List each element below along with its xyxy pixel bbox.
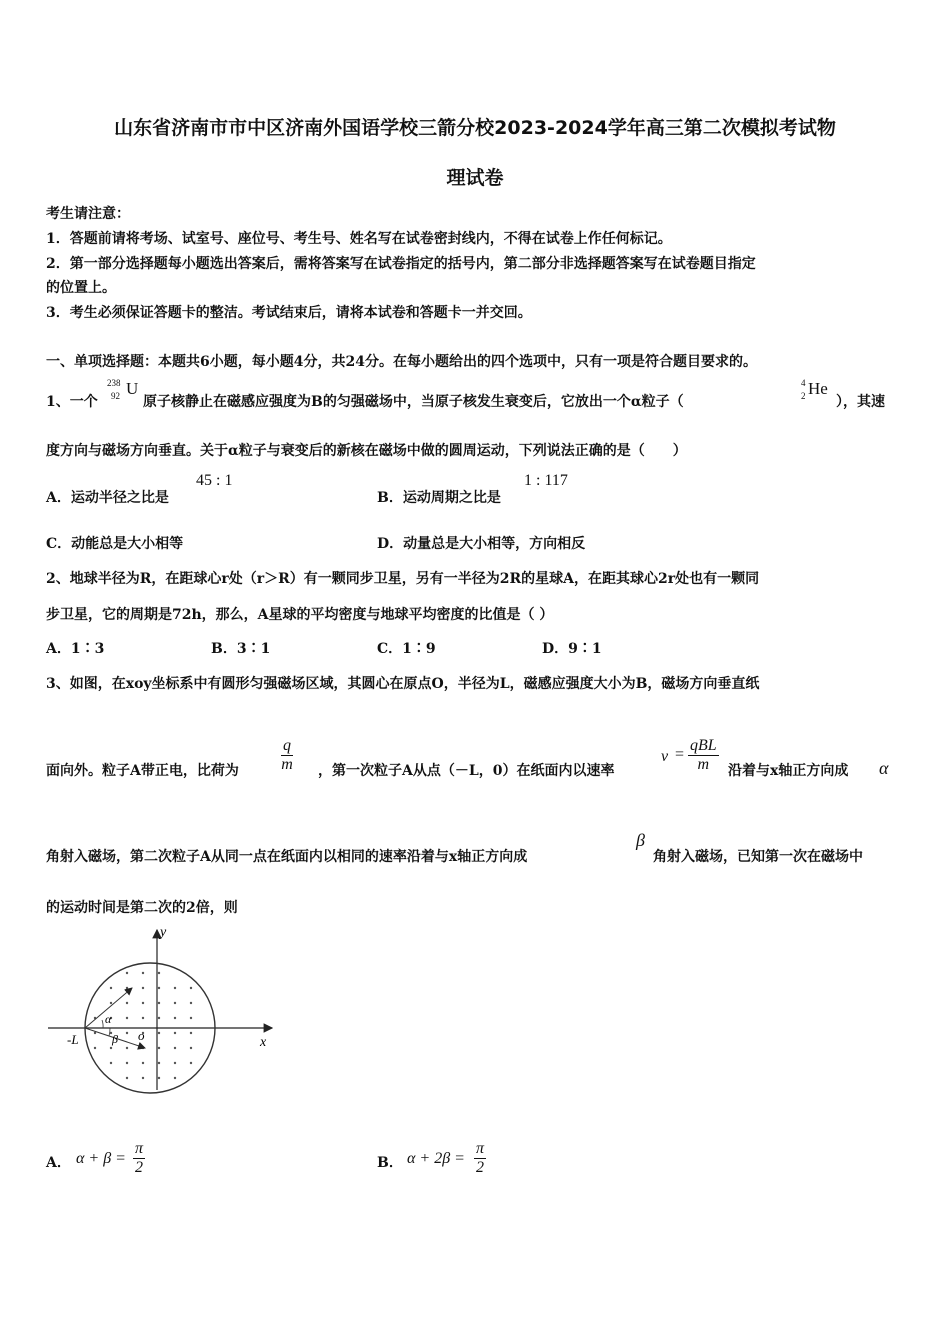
field-dot bbox=[142, 972, 144, 974]
field-dot bbox=[158, 1002, 160, 1004]
q1-option-b-label: B．运动周期之比是 bbox=[377, 490, 501, 506]
field-dot bbox=[110, 1062, 112, 1064]
uranium-nuclide bbox=[107, 378, 141, 408]
field-dot bbox=[190, 987, 192, 989]
helium-nuclide bbox=[796, 378, 836, 408]
field-dot bbox=[94, 1047, 96, 1049]
section-1-heading: 一、单项选择题：本题共6小题，每小题4分，共24分。在每小题给出的四个选项中，只有一项是符合题目要求的。 bbox=[46, 354, 757, 370]
field-dot bbox=[190, 1047, 192, 1049]
he-charge-number: 2 bbox=[801, 391, 806, 401]
q3-line3-b: 角射入磁场，已知第一次在磁场中 bbox=[653, 849, 863, 865]
u-charge-number: 92 bbox=[111, 391, 120, 401]
q1-line2: 度方向与磁场方向垂直。关于α粒子与衰变后的新核在磁场中做的圆周运动，下列说法正确的是（ ） bbox=[46, 443, 687, 459]
notice-item-2a: 2．第一部分选择题每小题选出答案后，需将答案写在试卷指定的括号内，第二部分非选择题答案写在试卷题目指定 bbox=[46, 256, 756, 272]
beta-angle-arc bbox=[109, 1028, 110, 1036]
y-axis-label: y bbox=[160, 925, 167, 940]
beta-angle-label: β bbox=[112, 1032, 118, 1046]
field-dot bbox=[110, 1047, 112, 1049]
field-dot bbox=[142, 1077, 144, 1079]
field-dot bbox=[142, 1002, 144, 1004]
field-dot bbox=[158, 972, 160, 974]
q1-option-b-value: 1 : 117 bbox=[524, 472, 568, 489]
field-dot bbox=[126, 1047, 128, 1049]
q3-line1: 3、如图，在xoy坐标系中有圆形匀强磁场区域，其圆心在原点O，半径为L，磁感应强度大小为B，磁场方向垂直纸 bbox=[46, 676, 760, 692]
pi-numerator-b: π bbox=[476, 1140, 485, 1157]
field-dot bbox=[126, 972, 128, 974]
field-dot bbox=[190, 1062, 192, 1064]
charge-mass-ratio bbox=[281, 737, 293, 774]
two-denominator-b: 2 bbox=[476, 1159, 484, 1176]
speed-symbol: v bbox=[661, 748, 669, 765]
speed-denominator: m bbox=[697, 756, 710, 773]
q2-option-d: D．9∶1 bbox=[542, 641, 602, 657]
q1-mid: 原子核静止在磁感应强度为B的匀强磁场中，当原子核发生衰变后，它放出一个α粒子（ bbox=[143, 394, 684, 410]
field-dot bbox=[126, 1077, 128, 1079]
alpha-symbol: α bbox=[879, 758, 889, 778]
page-title-line2: 理试卷 bbox=[446, 167, 504, 189]
ratio-denominator: m bbox=[281, 756, 293, 773]
q1-option-a-label: A．运动半径之比是 bbox=[46, 490, 169, 506]
field-dot bbox=[190, 1032, 192, 1034]
speed-equals: = bbox=[675, 746, 685, 763]
q3-line2-b: ，第一次粒子A从点（－L，0）在纸面内以速率 bbox=[318, 763, 615, 779]
x-axis-label: x bbox=[260, 1035, 267, 1050]
field-dot bbox=[110, 987, 112, 989]
q2-option-b: B．3∶1 bbox=[211, 641, 271, 657]
q3-option-b-fraction bbox=[474, 1140, 486, 1177]
field-dot bbox=[142, 1062, 144, 1064]
q1-prefix: 1、一个 bbox=[46, 394, 98, 410]
field-dot bbox=[174, 1002, 176, 1004]
page-title-line1: 山东省济南市市中区济南外国语学校三箭分校2023-2024学年高三第二次模拟考试物 bbox=[114, 117, 836, 139]
u-symbol: U bbox=[126, 379, 139, 398]
field-dot bbox=[126, 1002, 128, 1004]
field-dot bbox=[126, 1062, 128, 1064]
field-dot bbox=[190, 1002, 192, 1004]
q1-option-d: D．动量总是大小相等，方向相反 bbox=[377, 536, 586, 552]
field-dot bbox=[126, 987, 128, 989]
notice-item-2b: 的位置上。 bbox=[46, 280, 116, 296]
q3-option-b-expr: α + 2β = bbox=[407, 1150, 465, 1167]
q3-line3-a: 角射入磁场，第二次粒子A从同一点在纸面内以相同的速率沿着与x轴正方向成 bbox=[46, 849, 528, 865]
origin-label: o bbox=[138, 1028, 145, 1043]
notice-item-3: 3．考生必须保证答题卡的整洁。考试结束后，请将本试卷和答题卡一并交回。 bbox=[46, 305, 532, 321]
ratio-numerator: q bbox=[283, 737, 291, 754]
two-denominator-a: 2 bbox=[135, 1159, 143, 1176]
field-dot bbox=[158, 987, 160, 989]
field-dot bbox=[158, 1032, 160, 1034]
u-mass-number: 238 bbox=[107, 378, 121, 388]
field-dot bbox=[158, 1047, 160, 1049]
q1-end: ），其速 bbox=[836, 394, 885, 410]
he-symbol: He bbox=[808, 379, 828, 398]
he-mass-number: 4 bbox=[801, 378, 806, 388]
q3-option-b-label: B． bbox=[377, 1155, 403, 1171]
q2-option-c: C．1∶9 bbox=[377, 641, 436, 657]
field-dot bbox=[174, 1017, 176, 1019]
magnetic-field-figure bbox=[40, 920, 290, 1100]
field-dot bbox=[174, 1077, 176, 1079]
speed-numerator: qBL bbox=[690, 737, 717, 754]
q3-line2-a: 面向外。粒子A带正电，比荷为 bbox=[46, 763, 239, 779]
q2-line1: 2、地球半径为R，在距球心r处（r＞R）有一颗同步卫星，另有一半径为2R的星球A，在距其球心2r处也有一颗同 bbox=[46, 571, 760, 587]
notice-heading: 考生请注意： bbox=[46, 206, 130, 222]
field-dot bbox=[142, 1017, 144, 1019]
field-dot bbox=[158, 1017, 160, 1019]
field-dot bbox=[126, 1017, 128, 1019]
field-dot bbox=[174, 1062, 176, 1064]
q3-option-a-expr: α + β = bbox=[76, 1150, 126, 1167]
q2-line2: 步卫星，它的周期是72h，那么，A星球的平均密度与地球平均密度的比值是（ ） bbox=[46, 607, 554, 623]
field-dot bbox=[158, 1077, 160, 1079]
field-dot bbox=[158, 1062, 160, 1064]
q1-option-c: C．动能总是大小相等 bbox=[46, 536, 184, 552]
alpha-angle-label: α bbox=[105, 1012, 112, 1026]
field-dot bbox=[190, 1017, 192, 1019]
notice-item-1: 1．答题前请将考场、试室号、座位号、考生号、姓名写在试卷密封线内，不得在试卷上作任何标记。 bbox=[46, 231, 672, 247]
alpha-angle-arc bbox=[102, 1020, 103, 1028]
field-dot bbox=[94, 1032, 96, 1034]
q3-line4: 的运动时间是第二次的2倍，则 bbox=[46, 900, 238, 916]
neg-l-label: -L bbox=[67, 1032, 79, 1047]
field-dot bbox=[110, 1002, 112, 1004]
field-dot bbox=[126, 1032, 128, 1034]
q1-option-a-value: 45 : 1 bbox=[196, 472, 233, 489]
field-dot bbox=[174, 1032, 176, 1034]
field-dot bbox=[174, 987, 176, 989]
q3-line2-c: 沿着与x轴正方向成 bbox=[728, 763, 849, 779]
q2-option-a: A．1∶3 bbox=[46, 641, 105, 657]
field-dot bbox=[174, 1047, 176, 1049]
q3-option-a-label: A． bbox=[46, 1155, 71, 1171]
q3-option-a-fraction bbox=[133, 1140, 145, 1177]
speed-fraction bbox=[688, 737, 719, 774]
pi-numerator-a: π bbox=[135, 1140, 144, 1157]
beta-symbol: β bbox=[636, 830, 645, 850]
field-dot bbox=[142, 987, 144, 989]
